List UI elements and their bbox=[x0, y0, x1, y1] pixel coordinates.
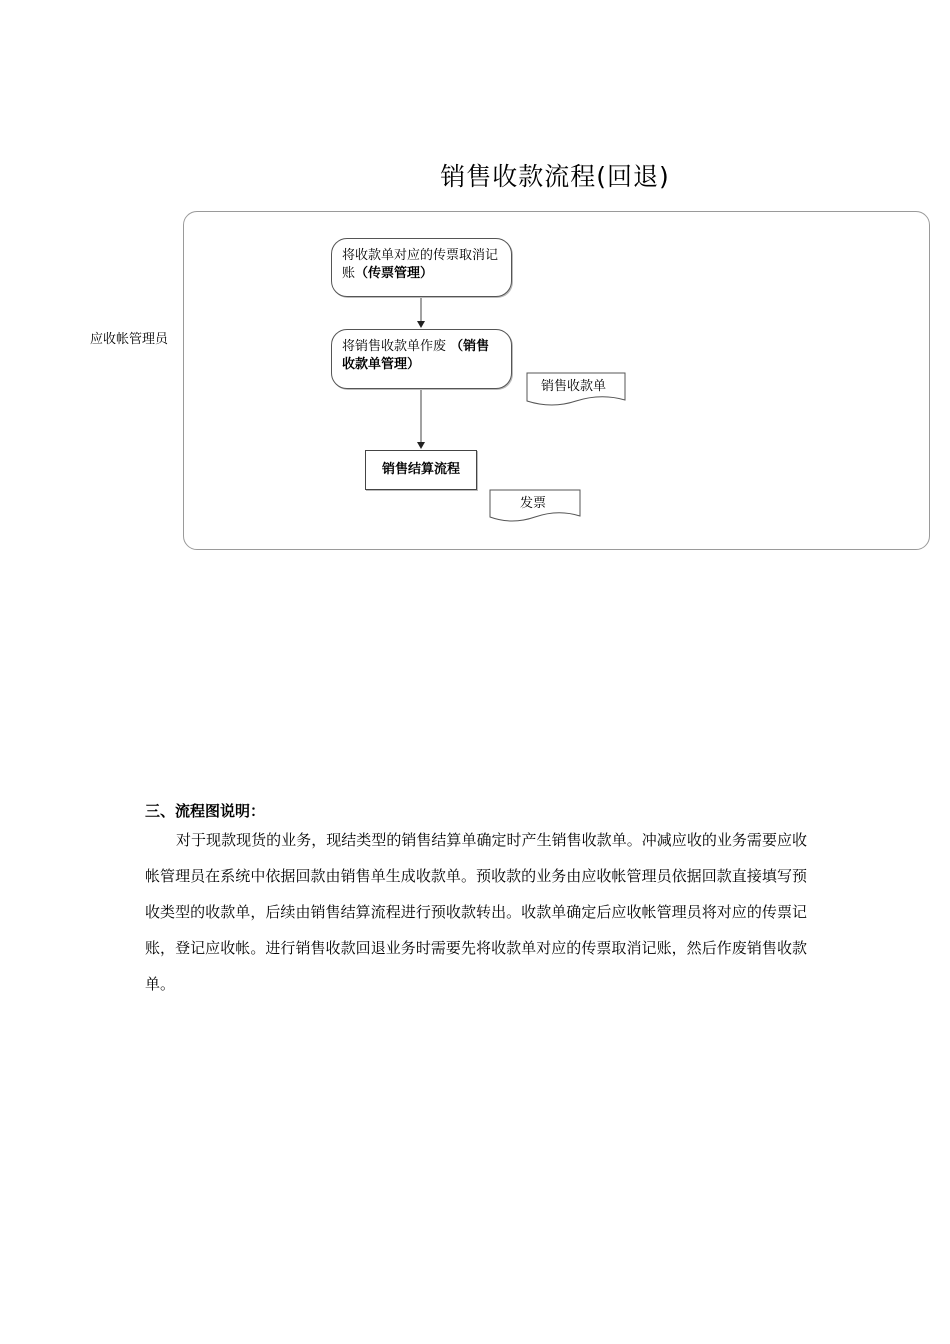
arrowhead-1-2 bbox=[417, 321, 425, 328]
step-void-receipt bbox=[331, 329, 512, 389]
step-cancel-voucher-module: （传票管理） bbox=[355, 266, 434, 281]
section-heading: 三、流程图说明： bbox=[145, 802, 266, 820]
document-sales-receipt: 销售收款单 bbox=[540, 379, 606, 394]
step-void-receipt-text: 将销售收款单作废 bbox=[342, 339, 451, 354]
step-cancel-voucher bbox=[331, 238, 512, 297]
arrowhead-2-3 bbox=[417, 442, 425, 449]
document-invoice: 发票 bbox=[519, 496, 546, 511]
section-paragraph: 对于现款现货的业务，现结类型的销售结算单确定时产生销售收款单。冲减应收的业务需要应收帐管理员在系统中依据回款由销售单生成收款单。预收款的业务由应收帐管理员依据回款直接填写预收类型的收款单，后续由销售结算流程进行预收款转出。收款单确定后应收帐管理员将对应的传票记账，登记应收帐。进行销售收款回退业务时需要先将收款单对应的传票取消记账，然后作废销售收款单。 bbox=[145, 831, 807, 993]
step-cancel-voucher-text: 将收款单对应的传票取消记账 bbox=[342, 248, 499, 281]
swimlane-label: 应收帐管理员 bbox=[90, 332, 169, 347]
step-sales-settlement: 销售结算流程 bbox=[365, 450, 477, 490]
step-void-receipt-module: （销售收款单管理） bbox=[342, 339, 490, 372]
diagram-title: 销售收款流程(回退) bbox=[440, 162, 670, 191]
